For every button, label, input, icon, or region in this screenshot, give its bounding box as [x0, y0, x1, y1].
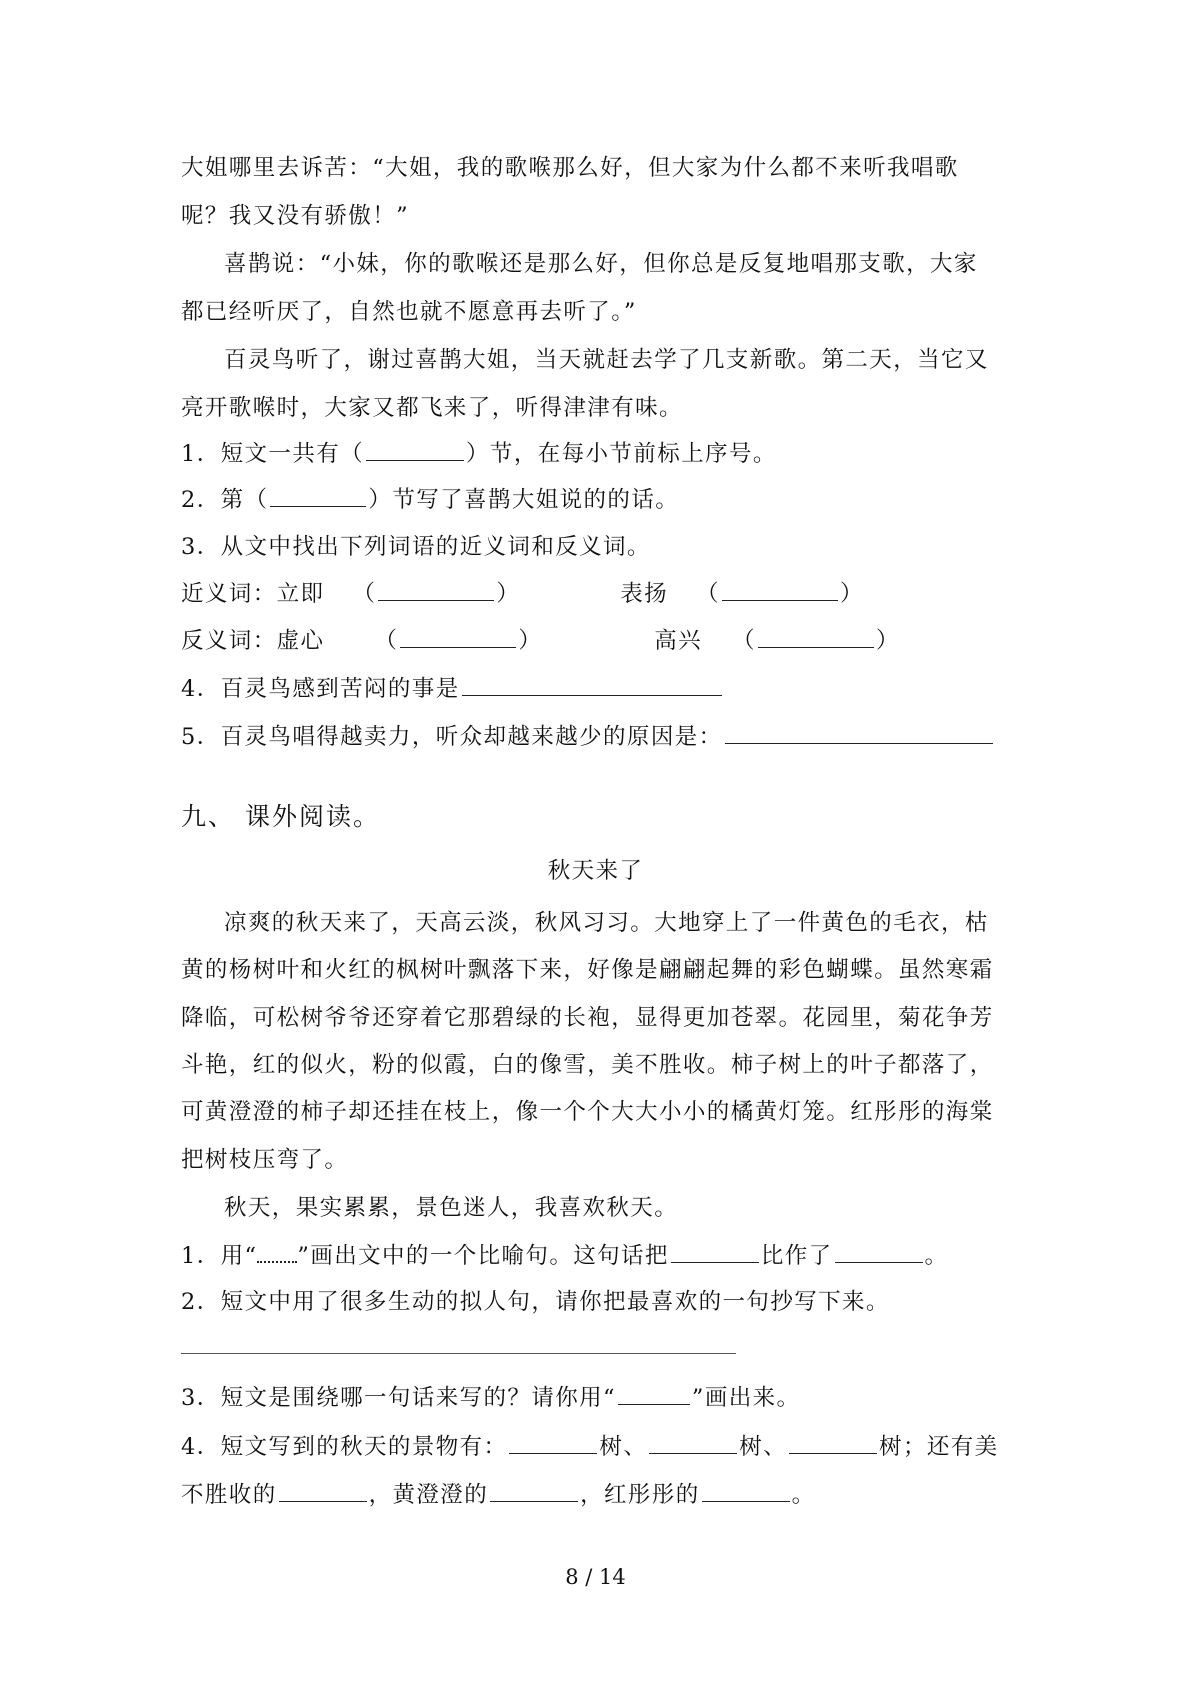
question-2: 2．第（ ）节写了喜鹊大姐说的的话。	[181, 484, 679, 515]
answer-blank[interactable]	[725, 721, 993, 744]
paragraph-line: 呢？我又没有骄傲！”	[181, 203, 410, 229]
paragraph-line: 可黄澄澄的柿子却还挂在枝上，像一个个大大小小的橘黄灯笼。红彤彤的海棠	[181, 1099, 994, 1125]
answer-blank[interactable]	[789, 1431, 877, 1454]
answer-blank[interactable]	[279, 1479, 367, 1502]
question-1: 1．用“ ”画出文中的一个比喻句。这句话把 比作了 。	[181, 1240, 948, 1271]
section-title: 九、 课外阅读。	[181, 802, 380, 831]
paragraph-line: 降临，可松树爷爷还穿着它那碧绿的长袍，显得更加苍翠。花园里，菊花争芳	[181, 1005, 994, 1031]
answer-blank[interactable]	[702, 1479, 790, 1502]
question-3: 3．从文中找出下列词语的近义词和反义词。	[181, 534, 651, 560]
question-1: 1．短文一共有（ ）节，在每小节前标上序号。	[181, 438, 777, 469]
paragraph-line: 亮开歌喉时，大家又都飞来了，听得津津有味。	[181, 395, 683, 421]
wavy-underline-sample	[257, 1243, 297, 1263]
paragraph-line: 喜鹊说：“小妹，你的歌喉还是那么好，但你总是反复地唱那支歌，大家	[224, 251, 978, 277]
paragraph-line: 凉爽的秋天来了，天高云淡，秋风习习。大地穿上了一件黄色的毛衣，枯	[224, 910, 989, 936]
passage-title: 秋天来了	[547, 858, 644, 884]
answer-blank[interactable]	[649, 1431, 737, 1454]
answer-blank[interactable]	[509, 1431, 597, 1454]
question-4: 4．百灵鸟感到苦闷的事是	[181, 673, 724, 704]
answer-blank[interactable]	[490, 1479, 578, 1502]
answer-blank[interactable]	[462, 673, 722, 696]
underline-sample	[618, 1382, 690, 1405]
answer-blank[interactable]	[722, 578, 838, 601]
synonym-row: 近义词：立即 （ ） 表扬 （ ）	[181, 578, 864, 609]
paragraph-line: 黄的杨树叶和火红的枫树叶飘落下来，好像是翩翩起舞的彩色蝴蝶。虽然寒霜	[181, 957, 994, 983]
antonym-row: 反义词：虚心 （ ） 高兴 （ ）	[181, 625, 900, 656]
answer-blank[interactable]	[378, 578, 494, 601]
answer-blank[interactable]	[400, 625, 516, 648]
question-3: 3．短文是围绕哪一句话来写的？请你用“ ”画出来。	[181, 1382, 800, 1413]
answer-blank[interactable]	[758, 625, 874, 648]
paragraph-line: 都已经听厌了，自然也就不愿意再去听了。”	[181, 299, 637, 325]
answer-blank[interactable]	[835, 1240, 923, 1263]
paragraph-line: 秋天，果实累累，景色迷人，我喜欢秋天。	[224, 1195, 679, 1221]
answer-blank[interactable]	[366, 438, 464, 461]
page-number: 8 / 14	[565, 1565, 626, 1589]
paragraph-line: 大姐哪里去诉苦：“大姐，我的歌喉那么好，但大家为什么都不来听我唱歌	[181, 155, 959, 181]
paragraph-line: 把树枝压弯了。	[181, 1147, 349, 1173]
answer-blank[interactable]	[671, 1240, 759, 1263]
question-4-continued: 不胜收的 ，黄澄澄的 ，红彤彤的 。	[181, 1479, 816, 1510]
paragraph-line: 百灵鸟听了，谢过喜鹊大姐，当天就赶去学了几支新歌。第二天，当它又	[224, 347, 989, 373]
question-4: 4．短文写到的秋天的景物有： 树、 树、 树；还有美	[181, 1431, 999, 1462]
answer-blank[interactable]	[270, 484, 366, 507]
answer-line[interactable]	[181, 1353, 736, 1354]
question-2: 2．短文中用了很多生动的拟人句，请你把最喜欢的一句抄写下来。	[181, 1289, 890, 1315]
paragraph-line: 斗艳，红的似火，粉的似霞，白的像雪，美不胜收。柿子树上的叶子都落了，	[181, 1052, 994, 1078]
question-5: 5．百灵鸟唱得越卖力，听众却越来越少的原因是：	[181, 721, 995, 752]
